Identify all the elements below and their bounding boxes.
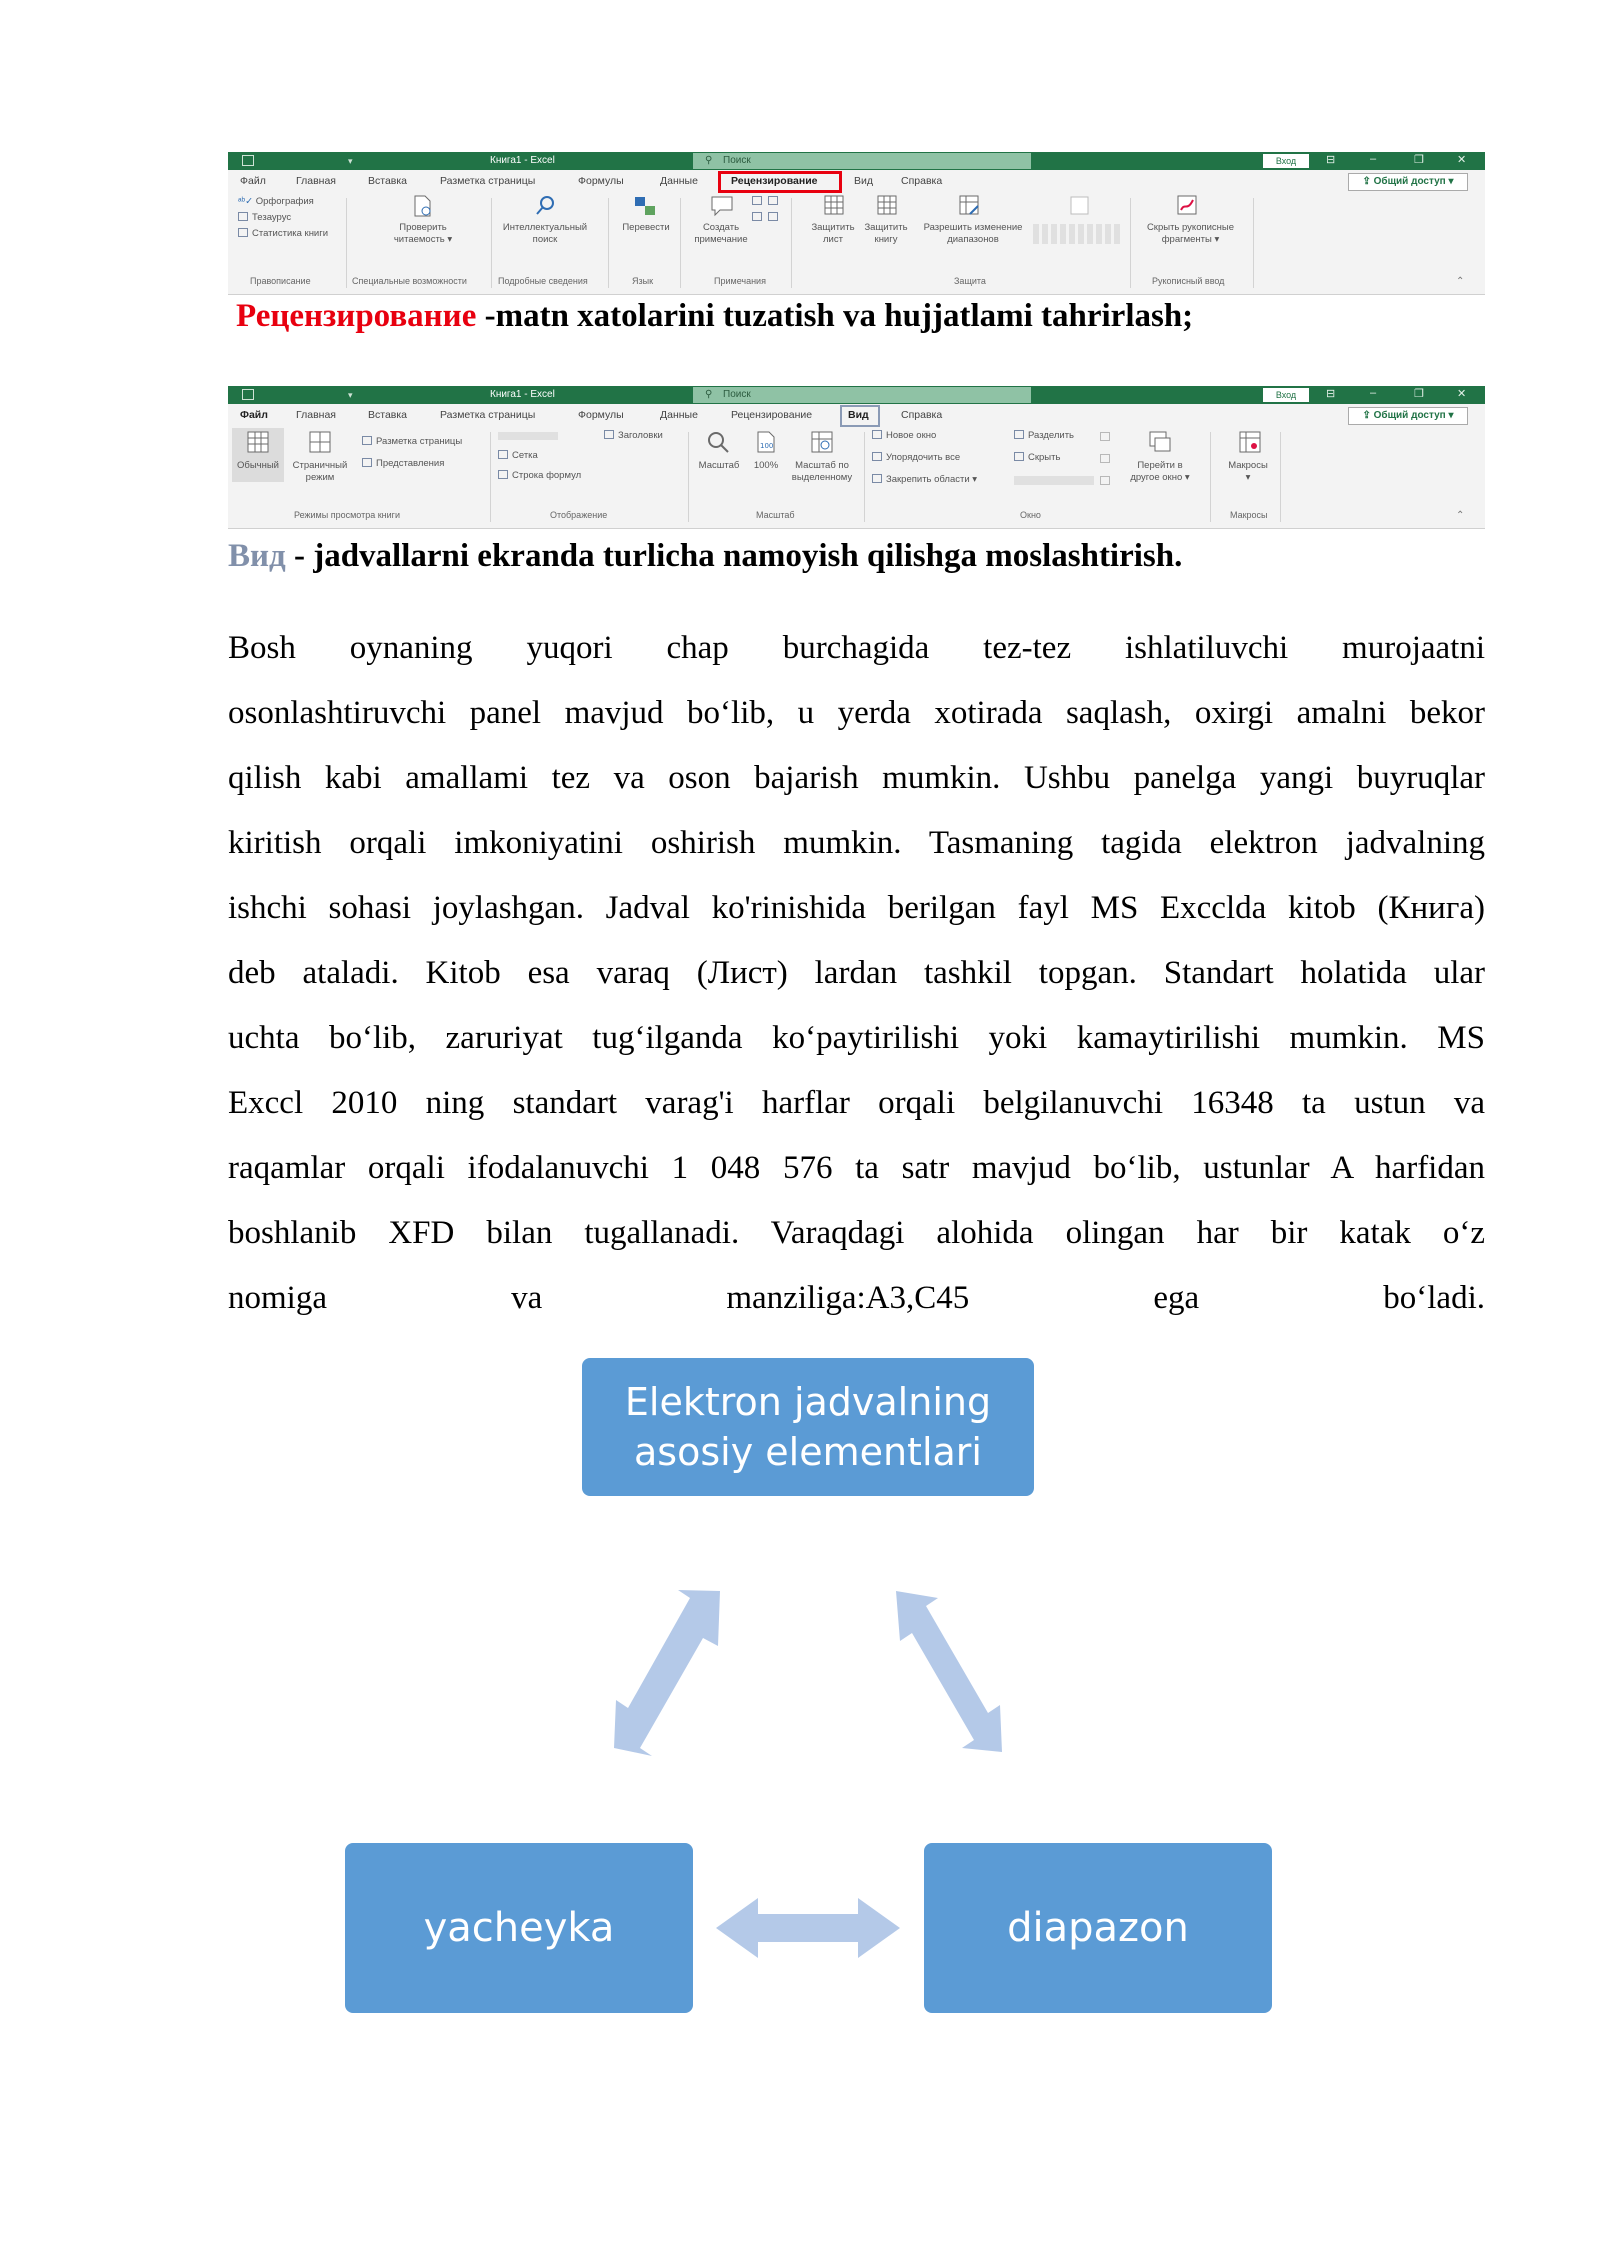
tab-home: Главная xyxy=(296,175,336,187)
paragraph-line: kiritish orqali imkoniyatini oshirish mumkin. Tasmaning tagida elektron jadvalning xyxy=(228,825,1485,861)
tab-help: Справка xyxy=(901,409,943,421)
tab-page-layout: Разметка страницы xyxy=(440,409,536,421)
login-button: Вход xyxy=(1263,388,1309,402)
collapse-ribbon-icon: ⌃ xyxy=(1456,510,1465,521)
diagram-top-line: asosiy elementlari xyxy=(634,1430,982,1474)
paragraph-line: ishchi sohasi joylashgan. Jadval ko'rinishida berilgan fayl MS Excclda kitob (Книга) xyxy=(228,890,1485,926)
tab-view: Вид xyxy=(848,409,869,421)
restore-icon: ❐ xyxy=(1414,154,1424,166)
double-arrow-left-icon xyxy=(614,1590,720,1756)
share-button: ⇪ Общий доступ ▾ xyxy=(1348,407,1468,425)
split-item: Разделить xyxy=(1014,430,1074,442)
close-icon: ✕ xyxy=(1457,388,1467,400)
paragraph-line: Bosh oynaning yuqori chap burchagida tez-tez ishlatiluvchi murojaatni xyxy=(228,630,1485,666)
search-placeholder: Поиск xyxy=(723,155,751,166)
caption-text: -matn xatolarini tuzatish va hujjatlami tahrirlash; xyxy=(476,298,1194,334)
search-icon: ⚲ xyxy=(705,389,713,400)
smart-lookup-item: Интеллектуальный поиск xyxy=(502,222,588,245)
collapse-ribbon-icon: ⌃ xyxy=(1456,276,1465,287)
paragraph-line: raqamlar orqali ifodalanuvchi 1 048 576 ta satr mavjud bo‘lib, ustunlar A harfidan xyxy=(228,1150,1485,1186)
group-label: Примечания xyxy=(714,276,766,286)
paragraph-line: osonlashtiruvchi panel mavjud bo‘lib, u yerda xotirada saqlash, oxirgi amalni bekor xyxy=(228,695,1485,731)
qat-dropdown-icon: ▾ xyxy=(348,156,353,166)
group-label: Окно xyxy=(1020,510,1041,520)
stats-item: Статистика книги xyxy=(238,228,328,240)
restore-icon: ❐ xyxy=(1414,388,1424,400)
login-button: Вход xyxy=(1263,154,1309,168)
freeze-panes-item: Закрепить области ▾ xyxy=(872,474,977,486)
group-label: Режимы просмотра книги xyxy=(294,510,400,520)
custom-views-item: Представления xyxy=(362,458,444,470)
tab-formulas: Формулы xyxy=(578,175,624,187)
group-label: Макросы xyxy=(1230,510,1268,520)
paragraph-line: deb ataladi. Kitob esa varaq (Лист) lardan tashkil topgan. Standart holatida ular xyxy=(228,955,1485,991)
tab-file: Файл xyxy=(240,409,268,421)
spelling-item: ᵃᵇ✓ Орфография xyxy=(238,196,314,207)
check-accessibility-item: Проверить читаемость ▾ xyxy=(393,222,453,245)
search-icon: ⚲ xyxy=(705,155,713,166)
protect-workbook-item: Защитить книгу xyxy=(864,222,908,245)
protect-sheet-item: Защитить лист xyxy=(811,222,855,245)
double-arrow-horizontal-icon xyxy=(716,1898,900,1958)
minimize-icon: – xyxy=(1370,153,1377,165)
group-label: Защита xyxy=(954,276,986,286)
arrange-all-item: Упорядочить все xyxy=(872,452,960,464)
group-label: Отображение xyxy=(550,510,608,520)
switch-windows-item: Перейти в другое окно ▾ xyxy=(1130,460,1190,483)
translate-item: Перевести xyxy=(622,222,670,233)
group-label: Масштаб xyxy=(756,510,795,520)
window-title: Книга1 - Excel xyxy=(490,389,555,400)
paragraph-line: nomiga va manziliga:A3,C45 ega bo‘ladi. xyxy=(228,1280,1485,1316)
search-placeholder: Поиск xyxy=(723,389,751,400)
double-arrow-right-icon xyxy=(896,1591,1002,1752)
ribbon-display-icon: ⊟ xyxy=(1326,154,1336,166)
diagram-left-node: yacheyka xyxy=(345,1843,693,2013)
diagram-right-node: diapazon xyxy=(924,1843,1272,2013)
formula-bar-item: Строка формул xyxy=(498,470,581,482)
tab-page-layout: Разметка страницы xyxy=(440,175,536,187)
caption-keyword: Вид xyxy=(228,538,286,574)
minimize-icon: – xyxy=(1370,387,1377,399)
tab-file: Файл xyxy=(240,175,266,187)
qat-dropdown-icon: ▾ xyxy=(348,390,353,400)
tab-data: Данные xyxy=(660,409,698,421)
thesaurus-item: Тезаурус xyxy=(238,212,291,224)
hide-item: Скрыть xyxy=(1014,452,1060,464)
page-layout-item: Разметка страницы xyxy=(362,436,462,448)
tab-formulas: Формулы xyxy=(578,409,624,421)
group-label: Рукописный ввод xyxy=(1152,276,1225,286)
page-break-view-item: Страничный режим xyxy=(292,460,348,483)
share-button: ⇪ Общий доступ ▾ xyxy=(1348,173,1468,191)
allow-edit-ranges-item: Разрешить изменение диапазонов xyxy=(923,222,1023,245)
paragraph-line: Excсl 2010 ning standart varag'i harflar orqali belgilanuvchi 16348 ta ustun va xyxy=(228,1085,1485,1121)
zoom-100-item: 100% xyxy=(753,460,779,471)
group-label: Язык xyxy=(632,276,654,286)
tab-help: Справка xyxy=(901,175,943,187)
zoom-selection-item: Масштаб по выделенному xyxy=(791,460,853,483)
tab-insert: Вставка xyxy=(368,409,408,421)
tab-view: Вид xyxy=(854,175,873,187)
tab-home: Главная xyxy=(296,409,336,421)
svg-text:100: 100 xyxy=(760,442,774,450)
close-icon: ✕ xyxy=(1457,154,1467,166)
gridlines-item: Сетка xyxy=(498,450,538,462)
hide-ink-item: Скрыть рукописные фрагменты ▾ xyxy=(1146,222,1235,245)
group-label: Подробные сведения xyxy=(498,276,588,286)
group-label: Специальные возможности xyxy=(352,276,467,286)
tab-review: Рецензирование xyxy=(731,175,818,187)
group-label: Правописание xyxy=(250,276,311,286)
ribbon-display-icon: ⊟ xyxy=(1326,388,1336,400)
headings-item: Заголовки xyxy=(604,430,663,442)
macros-item: Макросы ▾ xyxy=(1228,460,1268,483)
paragraph-line: uchta bo‘lib, zaruriyat tug‘ilganda ko‘paytirilishi yoki kamaytirilishi mumkin. MS xyxy=(228,1020,1485,1056)
spelling-icon: ᵃᵇ✓ xyxy=(238,196,254,207)
new-window-item: Новое окно xyxy=(872,430,936,442)
window-title: Книга1 - Excel xyxy=(490,155,555,166)
caption-keyword: Рецензирование xyxy=(236,298,477,334)
tab-insert: Вставка xyxy=(368,175,408,187)
tab-data: Данные xyxy=(660,175,698,187)
caption-text: - jadvallarni ekranda turlicha namoyish qilishga moslashtirish. xyxy=(285,538,1183,574)
new-comment-item: Создать примечание xyxy=(694,222,748,245)
tab-review: Рецензирование xyxy=(731,409,813,421)
zoom-item: Масштаб xyxy=(698,460,740,471)
normal-view-item: Обычный xyxy=(237,460,279,471)
paragraph-line: qilish kabi amallami tez va oson bajarish mumkin. Ushbu panelga yangi buyruqlar xyxy=(228,760,1485,796)
paragraph-line: boshlanib XFD bilan tugallanadi. Varaqdagi alohida olingan har bir katak o‘z xyxy=(228,1215,1485,1251)
diagram-top-line: Elektron jadvalning xyxy=(624,1380,992,1424)
